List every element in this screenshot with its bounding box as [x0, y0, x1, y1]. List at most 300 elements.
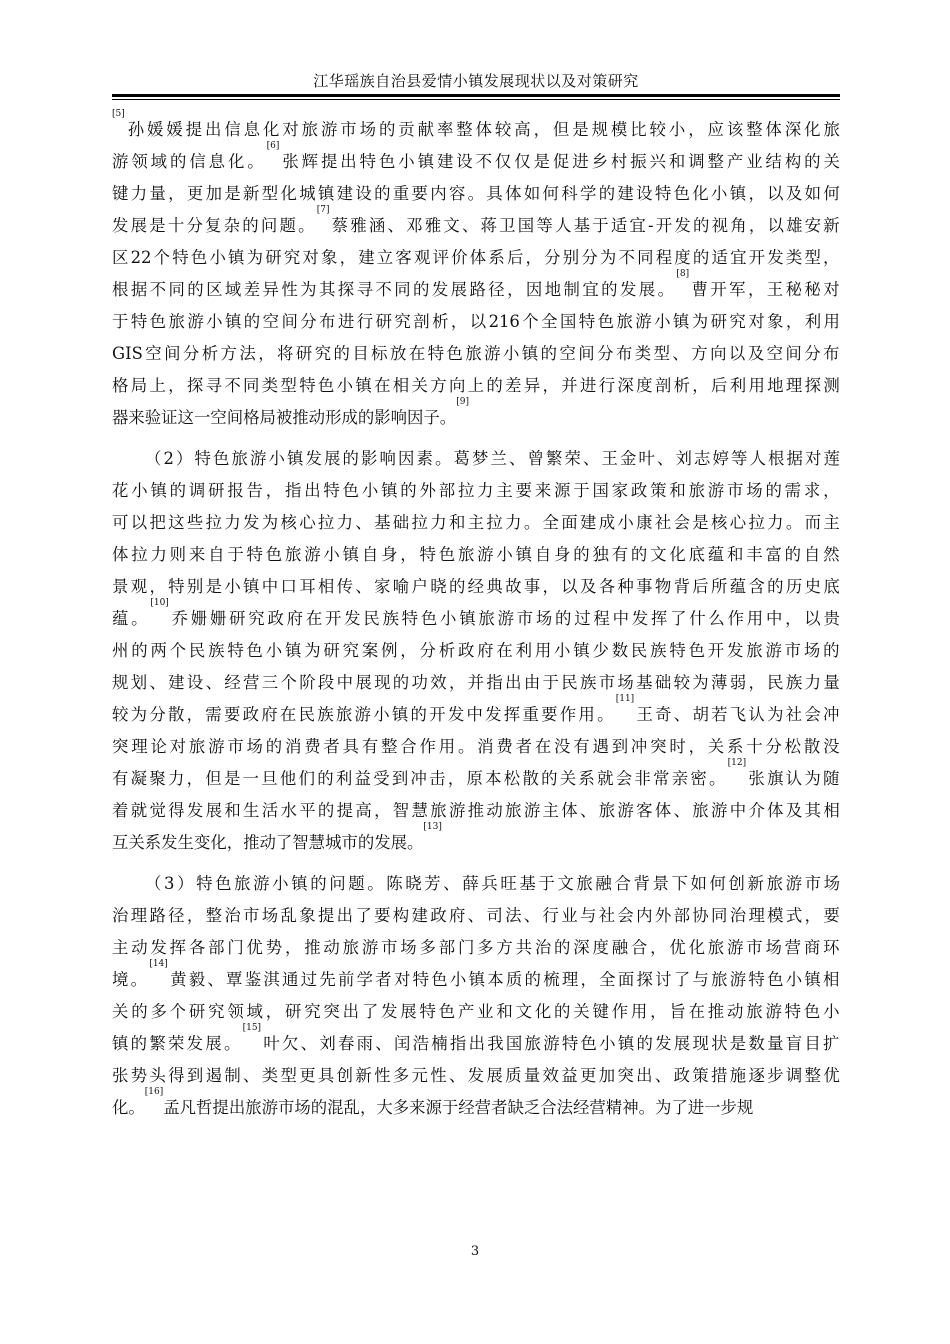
char: 色 [215, 874, 232, 893]
char: 户 [411, 577, 428, 596]
char: 市 [227, 737, 244, 756]
char: 不 [224, 376, 241, 395]
char: 者 [515, 737, 532, 756]
char: 个 [280, 673, 297, 692]
char: 。 [223, 1034, 241, 1053]
char: 市 [804, 874, 821, 893]
char: 寻 [356, 280, 373, 299]
char: 制 [563, 280, 580, 299]
text-line [112, 242, 840, 274]
char: 心 [299, 513, 316, 532]
char: 观 [130, 577, 148, 596]
char: 花 [112, 481, 129, 500]
char: 色 [149, 312, 167, 331]
char: 为 [261, 513, 279, 532]
char: 我 [487, 1034, 504, 1053]
char: ， [525, 248, 542, 267]
char: 寻 [205, 376, 222, 395]
char: ， [692, 376, 709, 395]
char: 镇 [228, 248, 245, 267]
char: 素 [416, 449, 433, 468]
char: 度 [636, 376, 653, 395]
char: 发 [485, 705, 502, 724]
char: 过 [300, 970, 318, 989]
char: 关 [559, 769, 577, 788]
char: 姗 [190, 609, 208, 628]
char: 营 [784, 938, 802, 957]
char: 王 [601, 449, 618, 468]
char: 。 [785, 513, 803, 532]
char: 指 [449, 1034, 467, 1053]
char: 什 [689, 609, 706, 628]
char: 发 [381, 1002, 398, 1021]
char: 深 [784, 120, 802, 139]
char: 于 [592, 216, 609, 235]
char: 动 [323, 938, 340, 957]
char: 如 [804, 184, 821, 203]
char: 行 [598, 376, 616, 395]
char: 色 [446, 344, 463, 363]
char: 。 [130, 970, 148, 989]
char: 要 [411, 184, 428, 203]
char: 核 [280, 513, 297, 532]
char: 类 [634, 344, 652, 363]
char: 布 [615, 344, 633, 363]
char: 蔡 [331, 216, 349, 235]
char: 荣 [564, 449, 581, 468]
char: 度 [674, 248, 691, 267]
char: 丰 [746, 545, 763, 564]
char: 体 [475, 120, 492, 139]
char: 差 [505, 376, 522, 395]
char: 化 [262, 120, 280, 139]
char: 建 [436, 152, 454, 171]
char: 不 [375, 280, 392, 299]
char: 府 [286, 609, 304, 628]
char: 游 [727, 938, 744, 957]
char: 径 [488, 280, 505, 299]
char: 方 [430, 376, 447, 395]
char: 游 [448, 801, 466, 820]
char: 发 [727, 641, 744, 660]
char: ， [400, 641, 417, 660]
char: 全 [541, 312, 558, 331]
char: 相 [823, 970, 840, 989]
char: 旅 [234, 874, 251, 893]
char: 历 [785, 577, 803, 596]
char: 楠 [431, 1034, 448, 1053]
char: 不 [475, 152, 492, 171]
char: 特 [227, 641, 244, 660]
char: 域 [150, 152, 168, 171]
char: 基 [374, 513, 391, 532]
char: 遇 [592, 737, 609, 756]
text-line [112, 795, 840, 827]
char: 拉 [205, 513, 222, 532]
text-line [112, 205, 840, 242]
char: 影 [361, 449, 378, 468]
char: 合 [614, 874, 631, 893]
char: 特 [427, 344, 445, 363]
char: 规 [591, 120, 608, 139]
char: 。 [709, 769, 726, 788]
text-line [112, 959, 840, 996]
char: 城 [299, 184, 316, 203]
char: 受 [373, 769, 390, 788]
char: 拉 [317, 513, 335, 532]
char: 理 [561, 970, 579, 989]
char: 同 [637, 248, 654, 267]
char: 类 [261, 1066, 279, 1085]
char: 特 [419, 1002, 436, 1021]
char: 建 [411, 906, 428, 925]
char: 旅 [711, 970, 728, 989]
char: 得 [168, 801, 185, 820]
char: 发 [631, 609, 649, 628]
char: 调 [188, 481, 206, 500]
char: 旅 [766, 874, 783, 893]
char: 元 [411, 1066, 428, 1085]
char: 作 [419, 737, 436, 756]
char: 挥 [169, 938, 187, 957]
char: 多 [392, 1066, 410, 1085]
char: 题 [348, 874, 365, 893]
char: 小 [398, 152, 415, 171]
char: 游 [253, 874, 270, 893]
char: 出 [342, 1002, 360, 1021]
char: 。 [247, 152, 264, 171]
char: 相 [317, 577, 335, 596]
char: 兰 [490, 449, 507, 468]
char: ， [533, 120, 550, 139]
char: 类 [785, 248, 803, 267]
char: 族 [650, 641, 667, 660]
char: 境 [112, 970, 129, 989]
char: 特 [654, 184, 672, 203]
char: 及 [785, 801, 803, 820]
char: 镇 [150, 481, 167, 500]
char: 关 [707, 737, 725, 756]
char: 向 [710, 344, 727, 363]
char: 设 [186, 673, 204, 692]
char: 中 [466, 705, 483, 724]
char: 曾 [527, 449, 544, 468]
char: 游 [361, 938, 379, 957]
char: 了 [355, 906, 372, 925]
char: 拉 [411, 513, 428, 532]
char: 法 [505, 906, 522, 925]
char: 旅 [188, 737, 206, 756]
char: 族 [208, 641, 225, 660]
char: 旅 [505, 801, 522, 820]
char: 数 [748, 1034, 765, 1053]
char: ， [168, 376, 185, 395]
char: 特 [578, 312, 596, 331]
char: 旅 [465, 344, 482, 363]
char: 族 [317, 705, 334, 724]
char: 了 [673, 970, 691, 989]
char: 传 [336, 577, 354, 596]
char: 过 [574, 609, 591, 628]
char: 问 [329, 874, 346, 893]
char: 究 [283, 248, 301, 267]
char: 目 [804, 1034, 821, 1053]
char: 阶 [299, 673, 316, 692]
char: 消 [477, 737, 494, 756]
char: GIS [112, 344, 143, 363]
char: 三 [261, 673, 279, 692]
char: 小 [268, 449, 285, 468]
char: 的 [541, 769, 558, 788]
char: 整 [381, 737, 398, 756]
char: ， [785, 609, 802, 628]
char: 门 [457, 938, 475, 957]
char: 者 [375, 970, 392, 989]
char: 金 [620, 449, 637, 468]
char: （ [145, 874, 162, 893]
char: 发 [431, 280, 449, 299]
char: 水 [280, 801, 297, 820]
char: 场 [246, 737, 263, 756]
char: 史 [804, 577, 821, 596]
char: 有 [573, 737, 590, 756]
char: 色 [580, 1034, 597, 1053]
text-line [112, 306, 840, 338]
char: 的 [378, 120, 396, 139]
char: 的 [310, 874, 327, 893]
char: 经 [467, 577, 485, 596]
char: 社 [598, 906, 616, 925]
char: 力 [505, 513, 522, 532]
char: 系 [727, 737, 744, 756]
char: 中 [612, 609, 629, 628]
text-run: 器来验证这一空间格局被推动形成的影响因子。 [112, 408, 457, 427]
char: 个 [153, 248, 171, 267]
char: 旅 [478, 609, 495, 628]
char: 色 [378, 152, 396, 171]
char: 开 [748, 248, 766, 267]
char: 媛 [166, 120, 183, 139]
char: ， [186, 769, 204, 788]
char: 力 [336, 513, 354, 532]
char: ） [177, 874, 194, 893]
char: 整 [456, 120, 473, 139]
char: 究 [208, 1002, 225, 1021]
char: ， [339, 248, 356, 267]
char: 各 [598, 577, 616, 596]
char: 开 [710, 280, 727, 299]
char: 产 [457, 1002, 475, 1021]
char: 的 [342, 449, 359, 468]
char: 分 [581, 248, 598, 267]
char: 间 [785, 344, 802, 363]
char: 部 [208, 938, 225, 957]
char: 由 [523, 673, 541, 692]
char: 相 [823, 801, 840, 820]
char: 市 [243, 906, 260, 925]
char: 的 [374, 184, 391, 203]
char: 加 [205, 184, 222, 203]
char: 动 [727, 1002, 744, 1021]
char: 发 [655, 1034, 672, 1053]
char: 设 [456, 152, 473, 171]
char: 文 [650, 545, 667, 564]
char: 政 [242, 705, 259, 724]
char: 关 [411, 376, 428, 395]
char: 乱 [280, 906, 297, 925]
char: 步 [767, 1066, 784, 1085]
char: 源 [554, 481, 571, 500]
text-line [112, 1060, 840, 1092]
char: 一 [242, 769, 259, 788]
char: 。 [523, 513, 541, 532]
char: 是 [149, 216, 166, 235]
char: 性 [281, 280, 298, 299]
char: 游 [250, 449, 267, 468]
char: 松 [784, 737, 802, 756]
char: 因 [525, 280, 543, 299]
char: 小 [272, 874, 289, 893]
char: 角 [730, 216, 747, 235]
char: 对 [823, 280, 840, 299]
char: 性 [430, 1066, 447, 1085]
char: 、 [207, 970, 224, 989]
char: 中 [336, 673, 354, 692]
char: 主 [467, 513, 485, 532]
char: 秘 [804, 280, 821, 299]
char: 研 [208, 481, 225, 500]
char: 常 [653, 769, 670, 788]
text-run: 化。 [112, 1098, 145, 1117]
char: 身 [381, 545, 398, 564]
char: 益 [354, 769, 371, 788]
char: 格 [112, 376, 129, 395]
char: 较 [112, 705, 129, 724]
char: 环 [823, 938, 840, 957]
char: 心 [729, 513, 747, 532]
char: 政 [267, 609, 284, 628]
char: 司 [486, 906, 503, 925]
char: 、 [355, 513, 372, 532]
char: 发 [344, 609, 361, 628]
char: 小 [502, 344, 520, 363]
char: 就 [130, 801, 148, 820]
char: 用 [578, 705, 595, 724]
char: 22 [130, 248, 152, 267]
char: 的 [187, 280, 204, 299]
char: 据 [786, 449, 803, 468]
char: 开 [707, 641, 725, 660]
char: 标 [371, 344, 388, 363]
char: 景 [112, 577, 129, 596]
char: 旗 [767, 769, 784, 788]
char: 题 [279, 216, 296, 235]
char: 究 [394, 312, 411, 331]
char: 面 [617, 970, 635, 989]
text-run: 互关系发生变化，推动了智慧城市的发展。 [112, 833, 424, 852]
char: 该 [726, 120, 744, 139]
char: 中 [261, 577, 279, 596]
char: 协 [692, 906, 709, 925]
char: 益 [561, 1066, 578, 1085]
char: 认 [748, 705, 765, 724]
char: 婷 [712, 449, 729, 468]
paragraph-3 [112, 868, 840, 1124]
char: 空 [559, 344, 576, 363]
char: 旅 [688, 481, 705, 500]
char: 全 [599, 970, 616, 989]
page-number: 3 [470, 1244, 480, 1259]
char: 旅 [707, 938, 725, 957]
char: 状 [711, 1034, 728, 1053]
char: 事 [636, 577, 653, 596]
char: 展 [205, 1034, 222, 1053]
char: 何 [823, 184, 840, 203]
char: 析 [673, 376, 690, 395]
char: 后 [711, 376, 728, 395]
char: 雨 [356, 1034, 374, 1053]
char: 3 [164, 874, 175, 893]
char: 的 [601, 280, 618, 299]
char: 凝 [130, 769, 148, 788]
char: 小 [496, 545, 513, 564]
char: 更 [299, 1066, 316, 1085]
char: 力 [167, 769, 185, 788]
char: ， [542, 376, 559, 395]
char: 小 [449, 970, 467, 989]
char: 展 [673, 1034, 691, 1053]
char: 效 [430, 673, 447, 692]
char: 小 [554, 641, 571, 660]
char: 小 [206, 312, 223, 331]
char: - [648, 216, 654, 235]
char: ， [400, 545, 417, 564]
char: 对 [302, 248, 319, 267]
text-line [112, 507, 840, 539]
char: 镇 [521, 344, 539, 363]
char: 用 [438, 737, 456, 756]
char: 突 [617, 1066, 634, 1085]
char: 到 [611, 737, 629, 756]
char: 等 [731, 449, 748, 468]
char: 高 [514, 120, 531, 139]
char: 鉴 [244, 970, 262, 989]
char: 开 [429, 705, 446, 724]
char: 与 [692, 970, 709, 989]
char: 挥 [503, 705, 521, 724]
char: 在 [279, 705, 297, 724]
char: 同 [243, 376, 260, 395]
char: 市 [746, 938, 763, 957]
char: 。 [131, 609, 148, 628]
char: ， [168, 184, 185, 203]
char: 空 [145, 344, 162, 363]
char: 张 [748, 769, 765, 788]
char: 镇 [804, 970, 821, 989]
char: 根 [768, 449, 785, 468]
char: 多 [419, 938, 436, 957]
char: 芳 [424, 874, 441, 893]
char: 色 [420, 609, 438, 628]
char: 建 [579, 513, 597, 532]
char: 开 [655, 216, 673, 235]
char: 别 [186, 577, 204, 596]
char: 观 [413, 248, 431, 267]
char: 逐 [748, 1066, 765, 1085]
char: 他 [279, 769, 297, 788]
char: 底 [823, 577, 840, 596]
char: 繁 [546, 449, 563, 468]
